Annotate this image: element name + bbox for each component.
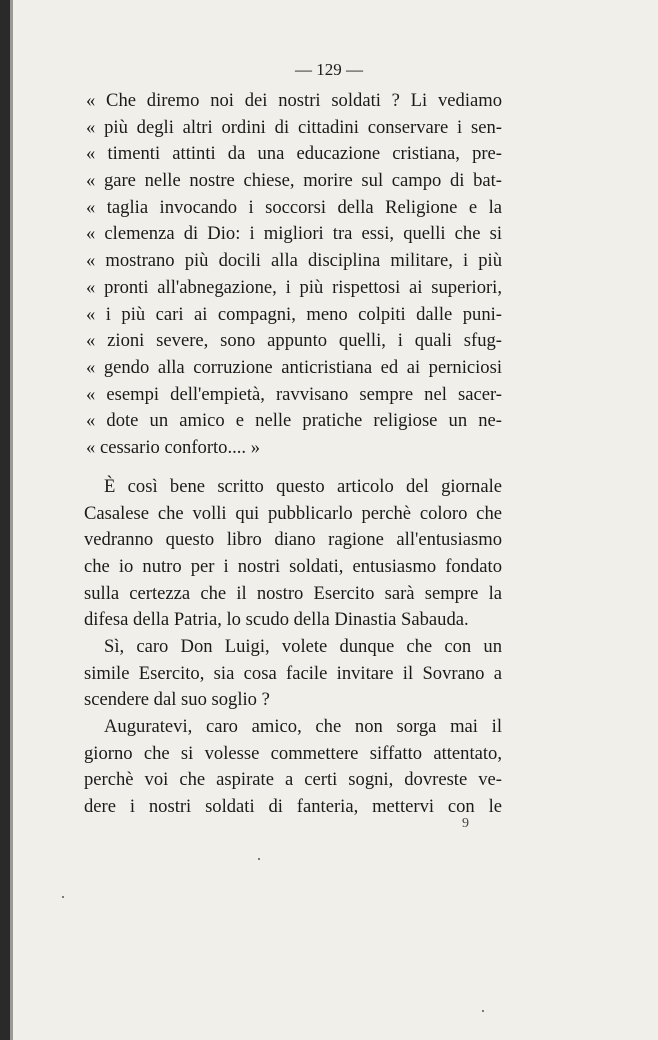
quote-line: « mostrano più docili alla disciplina militare, i più: [86, 250, 502, 272]
paragraph-line: Sì, caro Don Luigi, volete dunque che con un: [104, 636, 502, 657]
quote-line: « clemenza di Dio: i migliori tra essi, quelli che si: [86, 223, 502, 245]
paragraph-line: Auguratevi, caro amico, che non sorga mai il: [104, 716, 502, 737]
paragraph-line: Casalese che volli qui pubblicarlo perchè coloro che: [84, 502, 502, 524]
quote-line: « i più cari ai compagni, meno colpiti dalle puni-: [86, 303, 502, 325]
quote-line: « più degli altri ordini di cittadini conservare i sen-: [86, 116, 502, 138]
quote-line: « zioni severe, sono appunto quelli, i quali sfug-: [86, 330, 502, 352]
quote-line: « esempi dell'empietà, ravvisano sempre nel sacer-: [86, 383, 502, 405]
paper-speck: [482, 1010, 484, 1012]
quote-line: « timenti attinti da una educazione cristiana, pre-: [86, 143, 502, 165]
paragraph-line: È così bene scritto questo articolo del giornale: [104, 476, 502, 497]
paragraph-3: [84, 714, 502, 821]
paragraph-line: giorno che si volesse commettere siffatto attentato,: [84, 742, 502, 764]
paper-speck: [258, 858, 260, 860]
quote-line: « dote un amico e nelle pratiche religiose un ne-: [86, 410, 502, 432]
quote-line: « taglia invocando i soccorsi della Religione e la: [86, 196, 502, 218]
signature-mark: 9: [462, 816, 469, 831]
paper-speck: [62, 896, 64, 898]
paragraph-line: simile Esercito, sia cosa facile invitare il Sovrano a: [84, 662, 502, 684]
paragraph-2: [84, 634, 502, 714]
paragraph-line: difesa della Patria, lo scudo della Dinastia Sabauda.: [84, 609, 469, 631]
paragraph-line: sulla certezza che il nostro Esercito sarà sempre la: [84, 582, 502, 604]
quote-line: « Che diremo noi dei nostri soldati ? Li vediamo: [86, 90, 502, 111]
paragraph-1: [84, 474, 502, 634]
quote-line: « gendo alla corruzione anticristiana ed ai perniciosi: [86, 356, 502, 378]
book-spine-shadow: [0, 0, 10, 1040]
book-spine-edge: [10, 0, 13, 1040]
paragraph-line: dere i nostri soldati di fanteria, mettervi con le: [84, 796, 502, 818]
paragraph-line: vedranno questo libro diano ragione all'entusiasmo: [84, 529, 502, 551]
quote-line: « gare nelle nostre chiese, morire sul campo di bat-: [86, 170, 502, 192]
paragraph-line: perchè voi che aspirate a certi sogni, dovreste ve-: [84, 769, 502, 791]
quotation-block: [84, 88, 502, 462]
quote-line: « cessario conforto.... »: [86, 436, 261, 458]
page-number: — 129 —: [295, 60, 363, 79]
paragraph-line: scendere dal suo soglio ?: [84, 689, 270, 711]
paragraph-line: che io nutro per i nostri soldati, entusiasmo fondato: [84, 556, 502, 578]
quote-line: « pronti all'abnegazione, i più rispettosi ai superiori,: [86, 276, 502, 298]
